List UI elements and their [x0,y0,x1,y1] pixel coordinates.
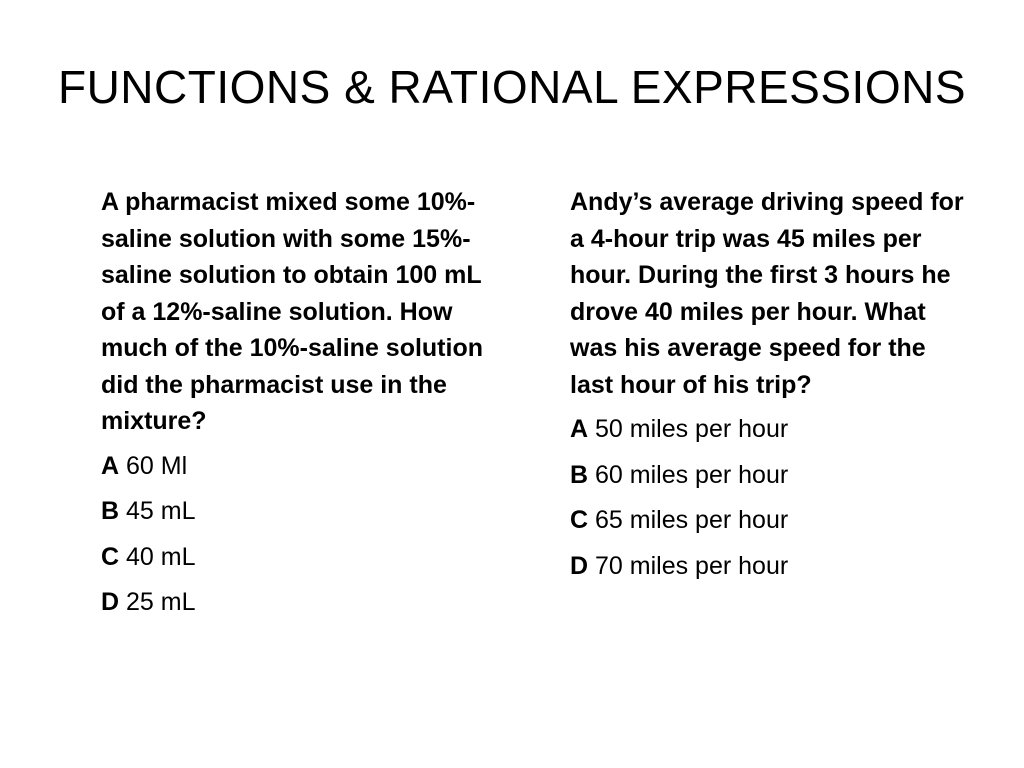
answer-options [101,448,491,621]
option-text: 60 Ml [126,451,188,480]
option-letter: D [101,588,120,616]
option-text: 40 mL [126,542,196,571]
answer-option-c [101,539,491,576]
option-text: 50 miles per hour [595,415,789,443]
question-text: A pharmacist mixed some 10%-saline solution with some 15%-saline solution to obtain 100 mL of a 12%-saline solution. How much of the 10%-saline solution did the pharmacist use in the mixture? [101,188,483,435]
answer-option-b [101,493,491,530]
option-text: 65 miles per hour [595,506,789,534]
option-letter: A [101,451,120,480]
option-text: 45 mL [126,497,196,525]
question-block-pharmacist [101,184,491,630]
option-text: 60 miles per hour [595,460,789,489]
option-letter: A [570,415,589,443]
answer-option-c [570,502,970,539]
answer-option-d [570,548,970,585]
slide-title: FUNCTIONS & RATIONAL EXPRESSIONS [57,61,967,113]
answer-option-a [570,411,970,448]
answer-option-b [570,457,970,494]
option-letter: C [570,506,589,534]
answer-option-a [101,448,491,485]
answer-options [570,411,970,584]
option-letter: B [101,497,120,525]
answer-option-d [101,584,491,621]
option-text: 70 miles per hour [595,551,789,580]
option-letter: C [101,542,120,571]
option-text: 25 mL [126,588,196,616]
option-letter: D [570,551,589,580]
option-letter: B [570,460,589,489]
question-text: Andy’s average driving speed for a 4-hour trip was 45 miles per hour. During the first 3 hours he drove 40 miles per hour. What was his average speed for the last hour of his trip? [570,188,964,399]
question-block-driving-speed [570,184,970,593]
